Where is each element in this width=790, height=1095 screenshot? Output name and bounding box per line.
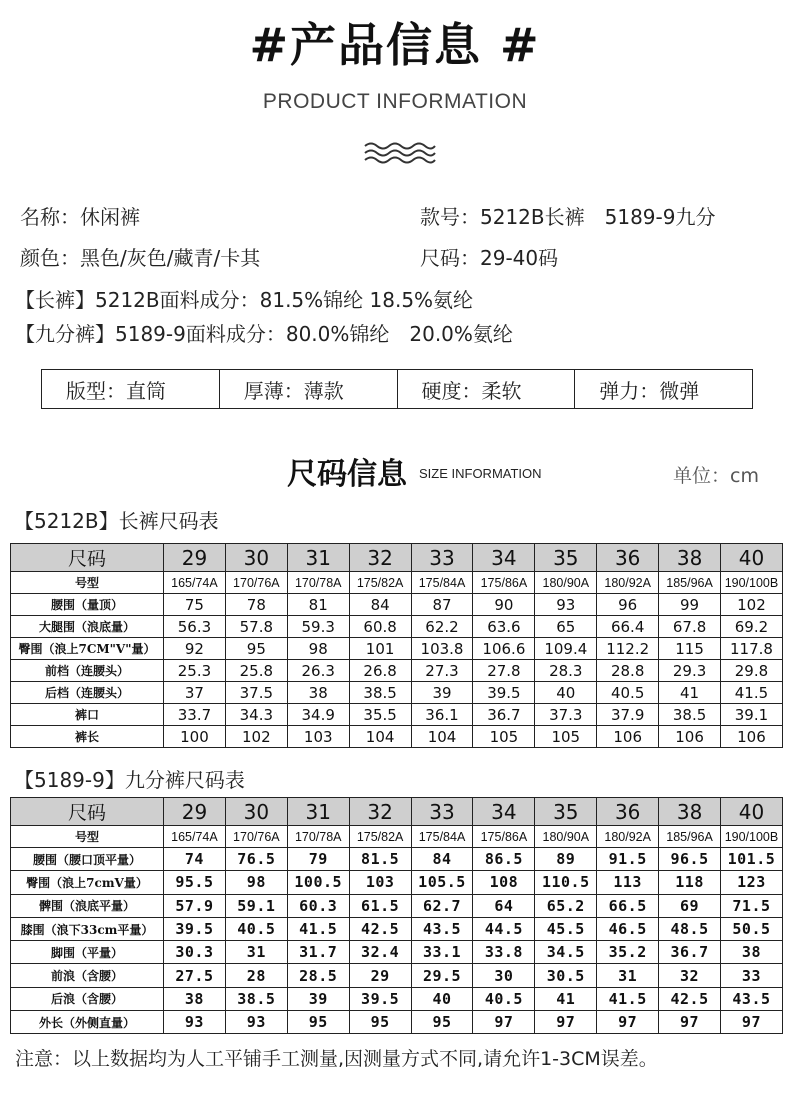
table-cell: 117.8 [721, 638, 783, 660]
row-label: 后档（连腰头） [11, 682, 164, 704]
table-row [11, 616, 783, 638]
table-cell: 84 [349, 594, 411, 616]
table-cell: 41.5 [721, 682, 783, 704]
page-title: #产品信息 # [249, 18, 541, 72]
table-cell: 62.7 [411, 894, 473, 917]
table-cell: 89 [535, 848, 597, 871]
table-cell: 84 [411, 848, 473, 871]
table-cell: 26.8 [349, 660, 411, 682]
table-row [11, 871, 783, 894]
table-cell: 32 [659, 964, 721, 987]
model-row [11, 572, 783, 594]
table-cell: 65 [535, 616, 597, 638]
table-cell: 38 [164, 987, 226, 1010]
size-header-cell: 40 [721, 798, 783, 826]
table2-title: 【5189-9】九分裤尺码表 [14, 768, 245, 792]
table-cell: 96.5 [659, 848, 721, 871]
table-row [11, 638, 783, 660]
table-cell: 62.2 [411, 616, 473, 638]
table-cell: 96 [597, 594, 659, 616]
table-cell: 36.1 [411, 704, 473, 726]
model-cell: 170/76A [225, 572, 287, 594]
table-cell: 115 [659, 638, 721, 660]
table-cell: 97 [659, 1011, 721, 1034]
wave-lines-icon [363, 141, 437, 165]
table-cell: 40.5 [473, 987, 535, 1010]
fabric-cropped-pants: 【九分裤】5189-9面料成分：80.0%锦纶 20.0%氨纶 [15, 322, 513, 346]
model-cell: 170/76A [225, 826, 287, 848]
table-cell: 97 [535, 1011, 597, 1034]
table-cell: 81 [287, 594, 349, 616]
table-cell: 37.9 [597, 704, 659, 726]
table-row [11, 941, 783, 964]
table-cell: 31 [225, 941, 287, 964]
size-header-cell: 32 [349, 544, 411, 572]
table-cell: 40.5 [225, 917, 287, 940]
table-cell: 27.3 [411, 660, 473, 682]
table-cell: 95 [287, 1011, 349, 1034]
row-label: 裤口 [11, 704, 164, 726]
table-cell: 39.5 [473, 682, 535, 704]
table-cell: 35.5 [349, 704, 411, 726]
table-cell: 113 [597, 871, 659, 894]
table-cell: 118 [659, 871, 721, 894]
table-cell: 29.8 [721, 660, 783, 682]
fabric-long-pants: 【长裤】5212B面料成分：81.5%锦纶 18.5%氨纶 [15, 288, 474, 312]
table-cell: 64 [473, 894, 535, 917]
table-cell: 93 [164, 1011, 226, 1034]
table-cell: 27.5 [164, 964, 226, 987]
table-cell: 40 [535, 682, 597, 704]
table-cell: 37.3 [535, 704, 597, 726]
row-label: 号型 [11, 826, 164, 848]
table-cell: 26.3 [287, 660, 349, 682]
table-cell: 60.8 [349, 616, 411, 638]
table-cell: 28 [225, 964, 287, 987]
table-cell: 38 [721, 941, 783, 964]
row-label: 号型 [11, 572, 164, 594]
unit-label: 单位：cm [673, 465, 759, 487]
size-header-cell: 29 [164, 544, 226, 572]
model-cell: 175/82A [349, 826, 411, 848]
model-cell: 180/90A [535, 826, 597, 848]
size-header-cell: 33 [411, 798, 473, 826]
row-label: 前档（连腰头） [11, 660, 164, 682]
product-name: 名称：休闲裤 [20, 205, 140, 229]
table-cell: 43.5 [721, 987, 783, 1010]
model-cell: 170/78A [287, 826, 349, 848]
table-cell: 105.5 [411, 871, 473, 894]
table-row [11, 704, 783, 726]
table-cell: 39.1 [721, 704, 783, 726]
row-label: 臀围（浪上7cmV量） [11, 871, 164, 894]
model-cell: 165/74A [164, 572, 226, 594]
size-table-cropped-pants [10, 797, 783, 1034]
table-cell: 46.5 [597, 917, 659, 940]
table-cell: 102 [225, 726, 287, 748]
table-cell: 95 [411, 1011, 473, 1034]
table-cell: 76.5 [225, 848, 287, 871]
table-cell: 66.4 [597, 616, 659, 638]
row-label: 前浪（含腰） [11, 964, 164, 987]
model-cell: 175/86A [473, 572, 535, 594]
table-cell: 50.5 [721, 917, 783, 940]
table-cell: 102 [721, 594, 783, 616]
table-cell: 86.5 [473, 848, 535, 871]
table-cell: 95 [225, 638, 287, 660]
table-cell: 106.6 [473, 638, 535, 660]
size-header-cell: 34 [473, 798, 535, 826]
table-cell: 36.7 [659, 941, 721, 964]
attr-elasticity: 弹力：微弹 [599, 378, 700, 403]
size-header-cell: 30 [225, 544, 287, 572]
table-cell: 30 [473, 964, 535, 987]
size-info-heading: 尺码信息 [287, 457, 407, 492]
table-cell: 31 [597, 964, 659, 987]
table-cell: 40.5 [597, 682, 659, 704]
table-cell: 59.3 [287, 616, 349, 638]
row-label: 腰围（腰口顶平量） [11, 848, 164, 871]
table-cell: 97 [721, 1011, 783, 1034]
table-cell: 28.3 [535, 660, 597, 682]
table-cell: 25.8 [225, 660, 287, 682]
table-cell: 61.5 [349, 894, 411, 917]
table-cell: 32.4 [349, 941, 411, 964]
size-header-cell: 36 [597, 798, 659, 826]
table-cell: 38.5 [349, 682, 411, 704]
table-cell: 90 [473, 594, 535, 616]
table-cell: 109.4 [535, 638, 597, 660]
table-cell: 38 [287, 682, 349, 704]
table-row [11, 726, 783, 748]
table-cell: 69 [659, 894, 721, 917]
size-header-cell: 30 [225, 798, 287, 826]
table-cell: 41 [535, 987, 597, 1010]
attr-thickness: 厚薄：薄款 [220, 370, 398, 408]
table-cell: 25.3 [164, 660, 226, 682]
size-header-cell: 33 [411, 544, 473, 572]
table-cell: 39 [411, 682, 473, 704]
size-header-cell: 32 [349, 798, 411, 826]
table-cell: 75 [164, 594, 226, 616]
model-cell: 170/78A [287, 572, 349, 594]
product-style-number: 款号：5212B长裤 5189-9九分 [420, 205, 716, 229]
table-cell: 39.5 [349, 987, 411, 1010]
table-row [11, 964, 783, 987]
table-cell: 79 [287, 848, 349, 871]
row-label: 外长（外侧直量） [11, 1011, 164, 1034]
row-label: 髀围（浪底平量） [11, 894, 164, 917]
table-cell: 106 [721, 726, 783, 748]
size-info-heading-en: SIZE INFORMATION [419, 466, 542, 481]
table-row [11, 1011, 783, 1034]
size-header-cell: 31 [287, 798, 349, 826]
table-cell: 112.2 [597, 638, 659, 660]
table-cell: 98 [287, 638, 349, 660]
table-cell: 42.5 [659, 987, 721, 1010]
table-cell: 63.6 [473, 616, 535, 638]
model-cell: 165/74A [164, 826, 226, 848]
model-cell: 190/100B [721, 572, 783, 594]
table-cell: 39 [287, 987, 349, 1010]
table-cell: 29.3 [659, 660, 721, 682]
table-cell: 57.8 [225, 616, 287, 638]
table-cell: 57.9 [164, 894, 226, 917]
table-cell: 98 [225, 871, 287, 894]
table-cell: 40 [411, 987, 473, 1010]
size-header-cell: 40 [721, 544, 783, 572]
table-cell: 106 [597, 726, 659, 748]
table-cell: 106 [659, 726, 721, 748]
table-cell: 74 [164, 848, 226, 871]
table-row [11, 660, 783, 682]
measurement-note: 注意：以上数据均为人工平铺手工测量,因测量方式不同,请允许1-3CM误差。 [15, 1048, 658, 1070]
row-label: 裤长 [11, 726, 164, 748]
model-cell: 175/84A [411, 572, 473, 594]
table-cell: 42.5 [349, 917, 411, 940]
size-header-label: 尺码 [11, 544, 164, 572]
table-cell: 69.2 [721, 616, 783, 638]
size-header-cell: 29 [164, 798, 226, 826]
size-header-row [11, 798, 783, 826]
table-cell: 81.5 [349, 848, 411, 871]
table-row [11, 594, 783, 616]
table-cell: 71.5 [721, 894, 783, 917]
table-cell: 78 [225, 594, 287, 616]
size-header-cell: 38 [659, 798, 721, 826]
table-cell: 38.5 [659, 704, 721, 726]
table-cell: 33 [721, 964, 783, 987]
model-cell: 180/92A [597, 826, 659, 848]
table-cell: 103.8 [411, 638, 473, 660]
row-label: 膝围（浪下33cm平量） [11, 917, 164, 940]
table-cell: 33.8 [473, 941, 535, 964]
model-cell: 175/84A [411, 826, 473, 848]
table-cell: 29 [349, 964, 411, 987]
size-header-cell: 34 [473, 544, 535, 572]
table-row [11, 682, 783, 704]
table-cell: 34.5 [535, 941, 597, 964]
table-cell: 37.5 [225, 682, 287, 704]
table-cell: 30.5 [535, 964, 597, 987]
row-label: 脚围（平量） [11, 941, 164, 964]
attr-softness: 硬度：柔软 [398, 370, 576, 408]
table-cell: 103 [349, 871, 411, 894]
attributes-box [41, 369, 753, 409]
table-cell: 103 [287, 726, 349, 748]
table-cell: 95 [349, 1011, 411, 1034]
model-cell: 190/100B [721, 826, 783, 848]
table-cell: 101.5 [721, 848, 783, 871]
table-cell: 34.3 [225, 704, 287, 726]
table-cell: 65.2 [535, 894, 597, 917]
table-cell: 87 [411, 594, 473, 616]
table-cell: 108 [473, 871, 535, 894]
table-cell: 60.3 [287, 894, 349, 917]
table-cell: 101 [349, 638, 411, 660]
table-cell: 92 [164, 638, 226, 660]
row-label: 臀围（浪上7CM"V"量） [11, 638, 164, 660]
size-header-label: 尺码 [11, 798, 164, 826]
table-row [11, 848, 783, 871]
product-colors: 颜色：黑色/灰色/藏青/卡其 [20, 246, 261, 270]
model-row [11, 826, 783, 848]
model-cell: 185/96A [659, 826, 721, 848]
table-cell: 67.8 [659, 616, 721, 638]
size-header-row [11, 544, 783, 572]
table-cell: 37 [164, 682, 226, 704]
table-cell: 123 [721, 871, 783, 894]
table-cell: 41 [659, 682, 721, 704]
size-table-long-pants [10, 543, 783, 748]
table-cell: 95.5 [164, 871, 226, 894]
size-header-cell: 35 [535, 798, 597, 826]
model-cell: 175/82A [349, 572, 411, 594]
table-cell: 30.3 [164, 941, 226, 964]
table-cell: 97 [597, 1011, 659, 1034]
table-cell: 91.5 [597, 848, 659, 871]
table-cell: 59.1 [225, 894, 287, 917]
size-header-cell: 31 [287, 544, 349, 572]
page-subtitle: PRODUCT INFORMATION [262, 90, 528, 113]
table-cell: 33.1 [411, 941, 473, 964]
table1-title: 【5212B】长裤尺码表 [14, 509, 219, 533]
table-cell: 45.5 [535, 917, 597, 940]
model-cell: 185/96A [659, 572, 721, 594]
product-size-range: 尺码：29-40码 [420, 246, 559, 270]
table-cell: 31.7 [287, 941, 349, 964]
table-cell: 93 [535, 594, 597, 616]
table-cell: 93 [225, 1011, 287, 1034]
table-cell: 66.5 [597, 894, 659, 917]
table-cell: 41.5 [287, 917, 349, 940]
size-header-cell: 36 [597, 544, 659, 572]
table-cell: 110.5 [535, 871, 597, 894]
table-row [11, 894, 783, 917]
row-label: 后浪（含腰） [11, 987, 164, 1010]
table-cell: 27.8 [473, 660, 535, 682]
table-cell: 33.7 [164, 704, 226, 726]
model-cell: 175/86A [473, 826, 535, 848]
table-cell: 100 [164, 726, 226, 748]
size-header-cell: 35 [535, 544, 597, 572]
table-cell: 48.5 [659, 917, 721, 940]
table-cell: 35.2 [597, 941, 659, 964]
size-header-cell: 38 [659, 544, 721, 572]
row-label: 腰围（量顶） [11, 594, 164, 616]
table-cell: 97 [473, 1011, 535, 1034]
table-cell: 104 [411, 726, 473, 748]
table-cell: 28.5 [287, 964, 349, 987]
table-cell: 41.5 [597, 987, 659, 1010]
table-cell: 105 [535, 726, 597, 748]
table-cell: 105 [473, 726, 535, 748]
table-row [11, 987, 783, 1010]
table-cell: 36.7 [473, 704, 535, 726]
model-cell: 180/90A [535, 572, 597, 594]
table-cell: 56.3 [164, 616, 226, 638]
table-cell: 43.5 [411, 917, 473, 940]
table-cell: 28.8 [597, 660, 659, 682]
table-cell: 34.9 [287, 704, 349, 726]
model-cell: 180/92A [597, 572, 659, 594]
row-label: 大腿围（浪底量） [11, 616, 164, 638]
table-cell: 100.5 [287, 871, 349, 894]
table-row [11, 917, 783, 940]
table-cell: 29.5 [411, 964, 473, 987]
table-cell: 38.5 [225, 987, 287, 1010]
table-cell: 99 [659, 594, 721, 616]
table-cell: 44.5 [473, 917, 535, 940]
table-cell: 104 [349, 726, 411, 748]
attr-fit: 版型：直筒 [42, 370, 220, 408]
table-cell: 39.5 [164, 917, 226, 940]
